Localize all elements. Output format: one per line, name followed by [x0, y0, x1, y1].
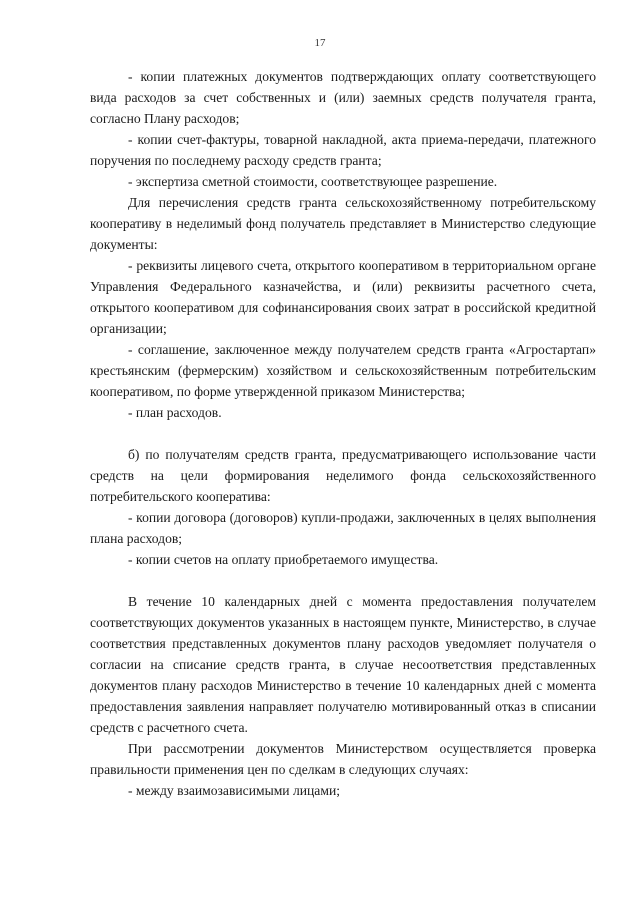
- paragraph-gap: [90, 570, 596, 591]
- paragraph: - реквизиты лицевого счета, открытого кооперативом в территориальном органе Управления Федерального казначейства, и (или) реквизиты расчетного счета, открытого кооперативом для софинансирования своих затрат в российской кредитной организации;: [90, 258, 596, 336]
- paragraph-gap: [90, 423, 596, 444]
- page-number: 17: [314, 37, 326, 49]
- paragraph: - копии счетов на оплату приобретаемого имущества.: [128, 552, 439, 567]
- paragraph: - соглашение, заключенное между получателем средств гранта «Агростартап» крестьянским (фермерским) хозяйством и сельскохозяйственным потребительским кооперативом, по форме утвержденной приказом Министерства;: [90, 342, 596, 399]
- paragraph: - между взаимозависимыми лицами;: [128, 783, 340, 798]
- paragraph: б) по получателям средств гранта, предусматривающего использование части средств на цели формирования неделимого фонда сельскохозяйственного потребительского кооператива:: [90, 447, 596, 504]
- paragraph: - копии договора (договоров) купли-продажи, заключенных в целях выполнения плана расходов;: [90, 510, 596, 546]
- paragraph: - экспертиза сметной стоимости, соответствующее разрешение.: [128, 174, 498, 189]
- paragraph: - копии платежных документов подтверждающих оплату соответствующего вида расходов за счет собственных и (или) заемных средств получателя гранта, согласно Плану расходов;: [90, 69, 596, 126]
- paragraph: Для перечисления средств гранта сельскохозяйственному потребительскому кооперативу в неделимый фонд получатель представляет в Министерство следующие документы:: [90, 195, 596, 252]
- document-body: [90, 66, 596, 801]
- paragraph: При рассмотрении документов Министерством осуществляется проверка правильности применения цен по сделкам в следующих случаях:: [90, 741, 596, 777]
- paragraph: - план расходов.: [128, 405, 222, 420]
- paragraph: В течение 10 календарных дней с момента предоставления получателем соответствующих документов указанных в настоящем пункте, Министерство, в случае соответствия представленных документов плану расходов уведомляет получателя о согласии на списание средств гранта, в случае несоответствия представленных документов плану расходов Министерство в течение 10 календарных дней с момента предоставления заявления направляет получателю мотивированный отказ в списании средств с расчетного счета.: [90, 594, 596, 735]
- paragraph: - копии счет-фактуры, товарной накладной, акта приема-передачи, платежного поручения по последнему расходу средств гранта;: [90, 132, 596, 168]
